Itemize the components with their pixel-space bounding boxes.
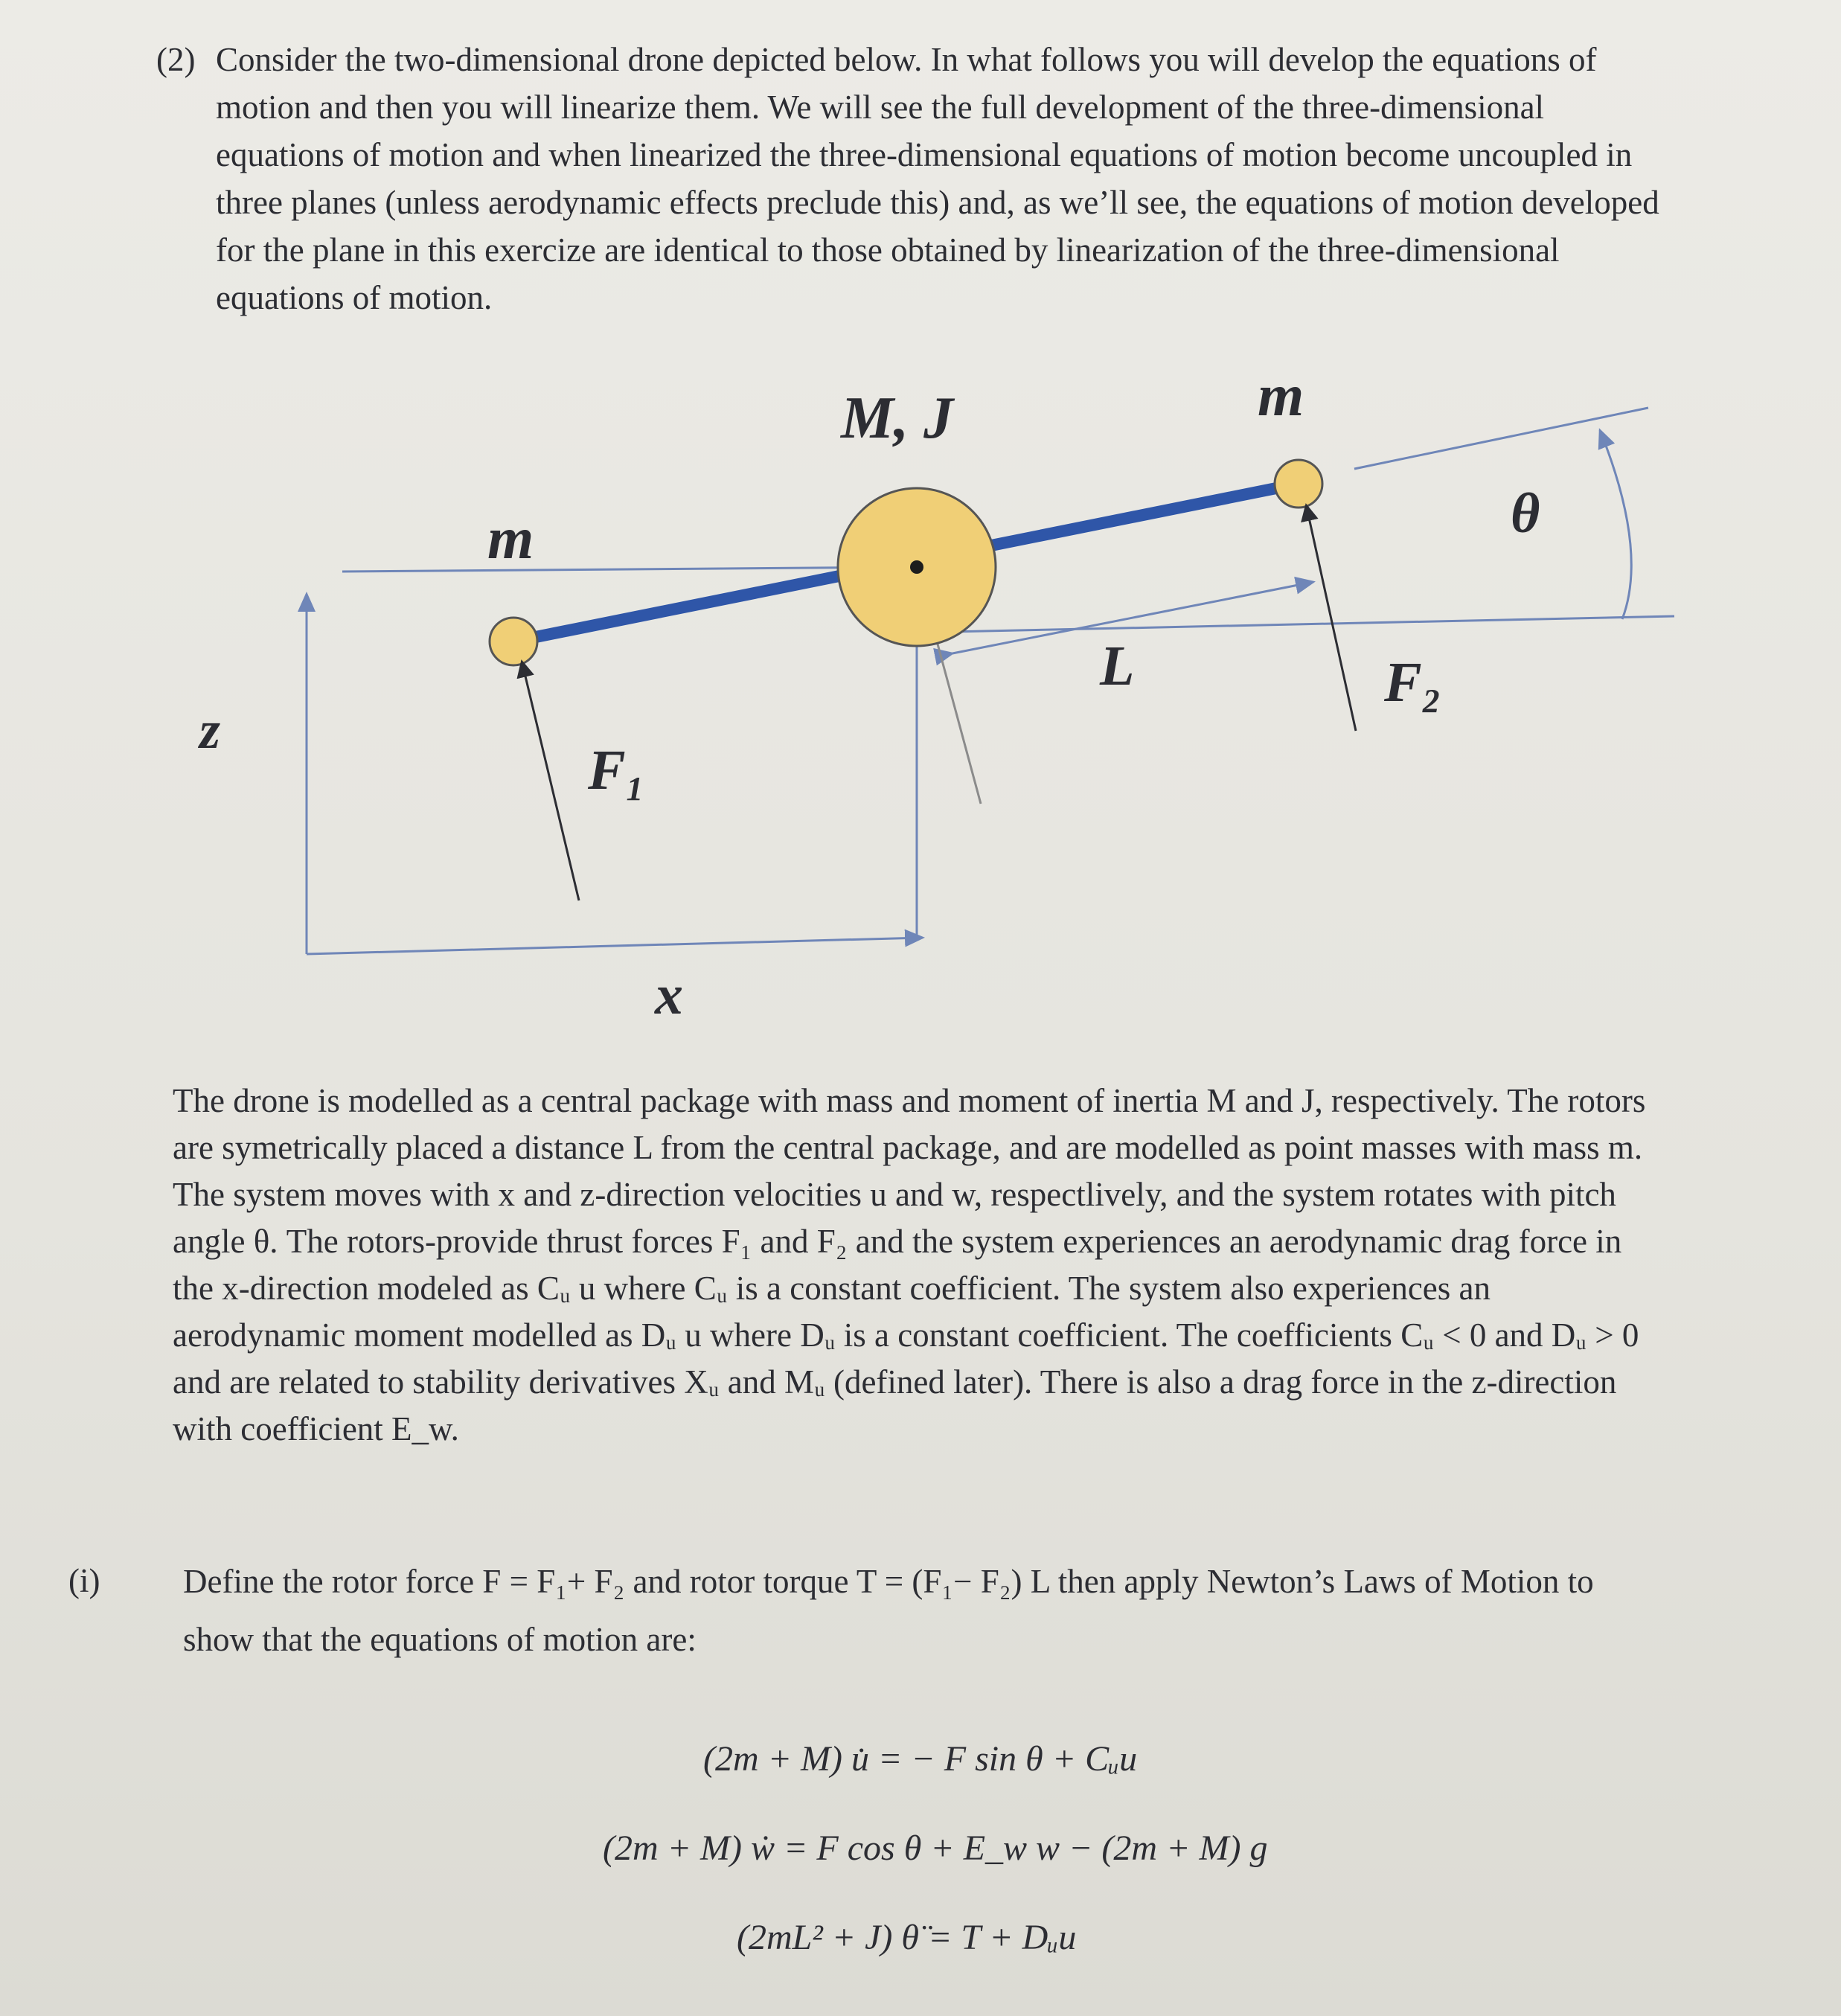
label-f2: F₂ — [1384, 651, 1442, 714]
right-rotor-mass — [1275, 460, 1322, 508]
problem-statement — [156, 36, 1674, 321]
label-length: L — [1100, 635, 1135, 697]
theta-arc — [1600, 430, 1631, 619]
thrust-f2-arrow — [1307, 508, 1356, 731]
equation-theta: (2mL² + J) θ̈ = T + Dᵤu — [737, 1918, 1077, 1957]
equation-w: (2m + M) ẇ = F cos θ + E_w w − (2m + M) g — [603, 1828, 1268, 1868]
label-f1: F₁ — [588, 739, 646, 801]
x-axis — [307, 938, 923, 954]
reference-line-left — [342, 567, 917, 572]
reference-line-right — [917, 616, 1674, 633]
problem-number: (2) — [156, 41, 196, 78]
label-theta: θ — [1511, 482, 1540, 545]
thrust-f1-arrow — [522, 664, 579, 900]
problem-text: Consider the two-dimensional drone depicted below. In what follows you will develop the equations of motion and then you will linearize them. We will see the full development of the three-dimensional equations of motion and when linearized the three-dimensional equations of motion become uncoupled in three planes (unless aerodynamic effects preclude this) and, as we’ll see, the equations of motion developed for the plane in this exercize are identical to those obtained by linearization of the three-dimensional equations of motion. — [216, 41, 1659, 316]
label-z-axis: z — [199, 700, 221, 760]
center-dot — [910, 560, 923, 574]
part-i-label: (i) — [68, 1562, 100, 1599]
drone-diagram — [0, 357, 1841, 1042]
label-x-axis: x — [655, 964, 683, 1026]
label-mj: M, J — [841, 385, 954, 451]
label-m-right: m — [1258, 363, 1304, 429]
description-paragraph: The drone is modelled as a central package with mass and moment of inertia M and J, respectively. The rotors are symetrically placed a distance L from the central package, and are modelled as point masses with mass m. The system moves with x and z-direction velocities u and w, respectlively, and the system rotates with pitch angle θ. The rotors-provide thrust forces F₁ and F₂ and the system experiences an aerodynamic drag force in the x-direction modeled as Cᵤ u where Cᵤ is a constant coefficient. The system also experiences an aerodynamic moment modelled as Dᵤ u where Dᵤ is a constant coefficient. The coefficients Cᵤ < 0 and Dᵤ > 0 and are related to stability derivatives Xᵤ and Mᵤ (defined later). There is also a drag force in the z-direction with coefficient E_w. — [173, 1082, 1646, 1447]
left-rotor-mass — [490, 618, 537, 665]
part-i-text: Define the rotor force F = F₁+ F₂ and rotor torque T = (F₁− F₂) L then apply Newton’s Laws of Motion to show that the equations of motion are: — [183, 1563, 1594, 1658]
label-m-left: m — [487, 506, 534, 572]
equation-u: (2m + M) u̇ = − F sin θ + Cᵤu — [703, 1739, 1138, 1779]
